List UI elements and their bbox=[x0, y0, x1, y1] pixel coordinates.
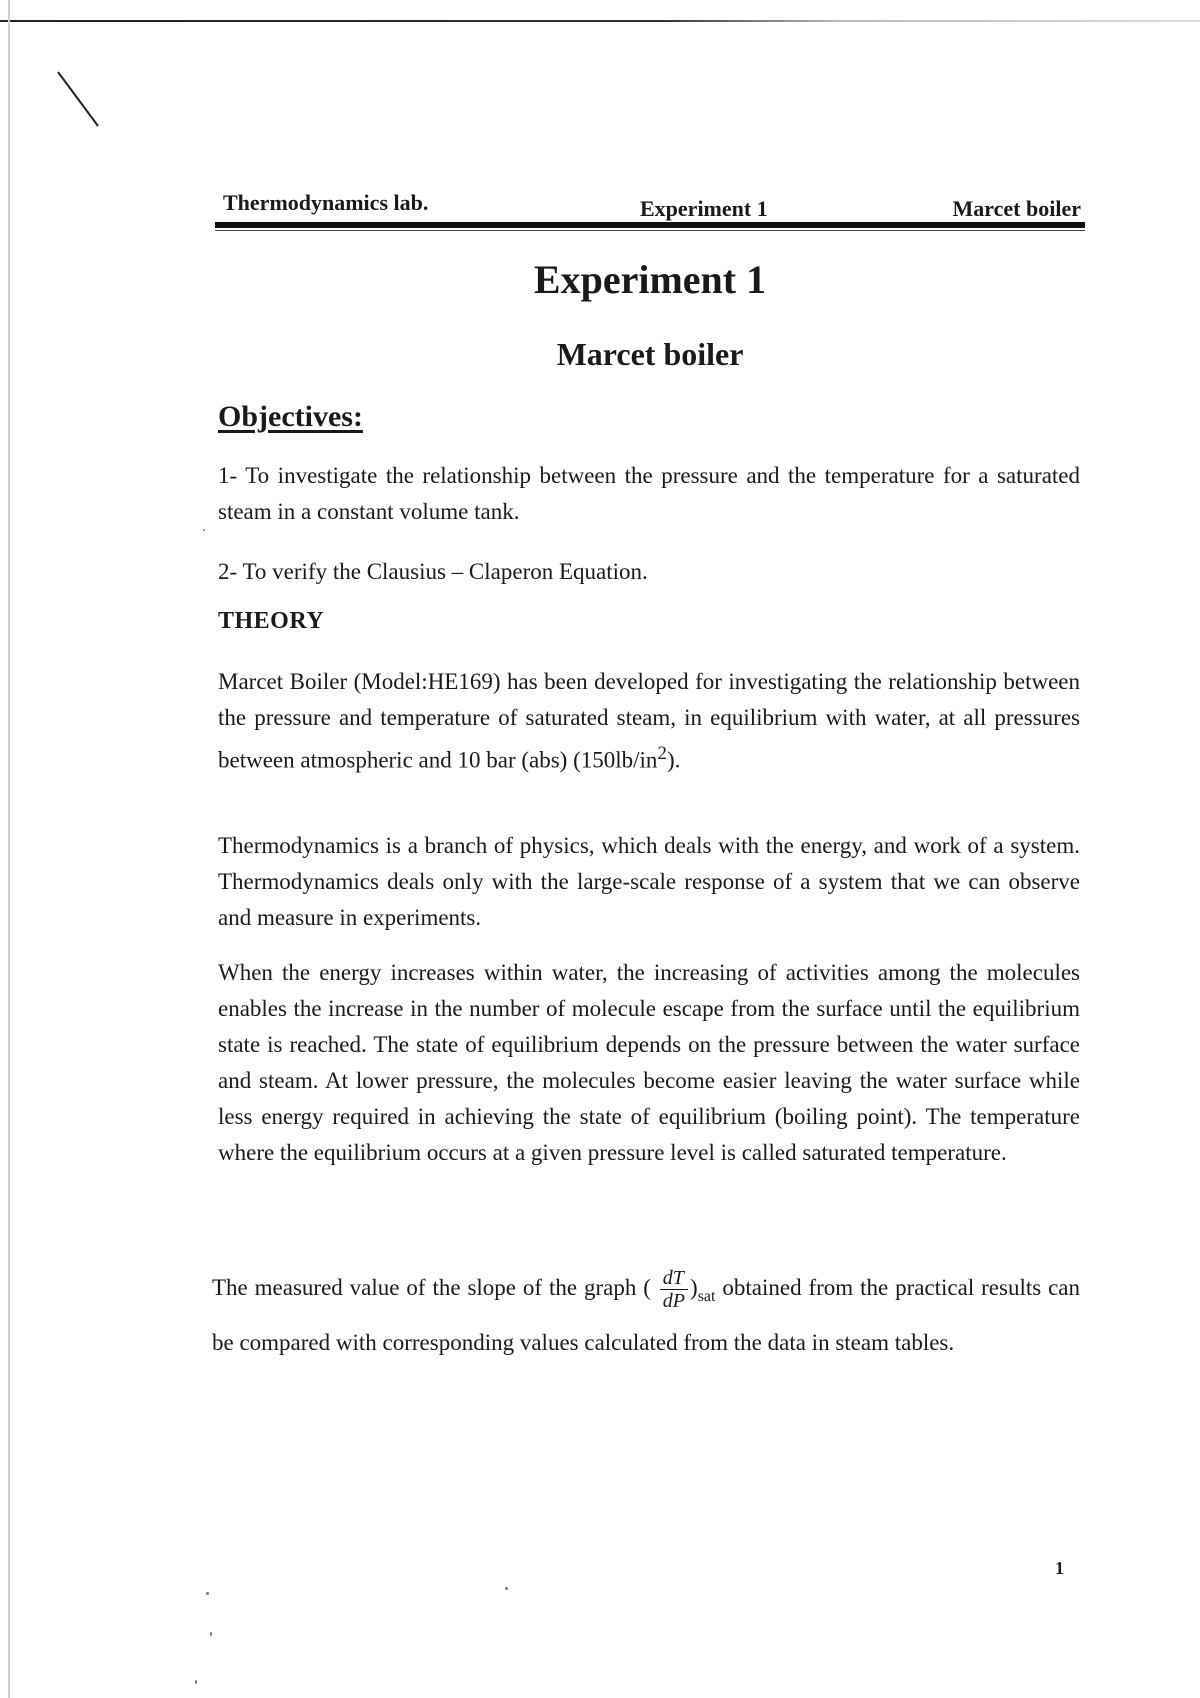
header-course: Thermodynamics lab. bbox=[223, 190, 429, 215]
objective-item: 1- To investigate the relationship between the pressure and the temperature for a saturated steam in a constant volume tank. bbox=[218, 463, 1080, 524]
theory-paragraph bbox=[212, 1265, 1080, 1366]
theory-paragraph: When the energy increases within water, the increasing of activities among the molecules enables the increase in the number of molecule escape from the surface until the equilibrium state is reached. The state of equilibrium depends on the pressure between the water surface and steam. At lower pressure, the molecules become easier leaving the water surface while less energy required in achieving the state of equilibrium (boiling point). The temperature where the equilibrium occurs at a given pressure level is called saturated temperature. bbox=[218, 960, 1080, 1165]
page-title: Experiment 1 bbox=[533, 257, 767, 302]
scan-border-top bbox=[0, 20, 1200, 22]
superscript: 2 bbox=[657, 743, 667, 764]
fraction-denominator: dP bbox=[662, 1290, 686, 1313]
scan-speck bbox=[195, 1680, 197, 1684]
pen-mark bbox=[50, 70, 110, 130]
paragraph-text: Marcet Boiler (Model:HE169) has been developed for investigating the relationship between the pressure and temperature of saturated steam, in equilibrium with water, at all pressures between atmospheric and 10 bar (abs) (150lb/in bbox=[218, 669, 1080, 773]
header-rule bbox=[215, 222, 1085, 228]
scan-speck bbox=[206, 1592, 209, 1595]
theory-paragraph bbox=[218, 664, 1080, 779]
page-subtitle: Marcet boiler bbox=[556, 336, 744, 372]
theory-paragraph: Thermodynamics is a branch of physics, which deals with the energy, and work of a system. Thermodynamics deals only with the large-scale response of a system that we can observe and measure in experiments. bbox=[218, 833, 1080, 930]
paragraph-text: The measured value of the slope of the graph ( bbox=[212, 1275, 651, 1300]
scan-speck bbox=[505, 1587, 508, 1590]
header-topic: Marcet boiler bbox=[952, 196, 1081, 221]
objective-item: 2- To verify the Clausius – Claperon Equation. bbox=[218, 559, 648, 584]
header-rule-thin bbox=[215, 230, 1085, 231]
theory-heading: THEORY bbox=[218, 608, 325, 634]
paragraph-text: ). bbox=[667, 747, 681, 773]
fraction-dt-dp bbox=[660, 1267, 688, 1312]
scan-speck bbox=[203, 529, 205, 531]
scan-border-left bbox=[8, 0, 10, 1698]
scan-speck bbox=[210, 1632, 212, 1636]
paragraph-text: obtained from the practical results can be compared with corresponding values calculated from the data in steam tables. bbox=[212, 1275, 1080, 1355]
objectives-heading: Objectives: bbox=[218, 400, 363, 433]
page-number: 1 bbox=[1055, 1558, 1064, 1578]
subscript-sat: sat bbox=[697, 1288, 716, 1305]
header-experiment: Experiment 1 bbox=[640, 196, 768, 221]
paren-close: ) bbox=[690, 1275, 698, 1300]
fraction-numerator: dT bbox=[660, 1267, 688, 1290]
